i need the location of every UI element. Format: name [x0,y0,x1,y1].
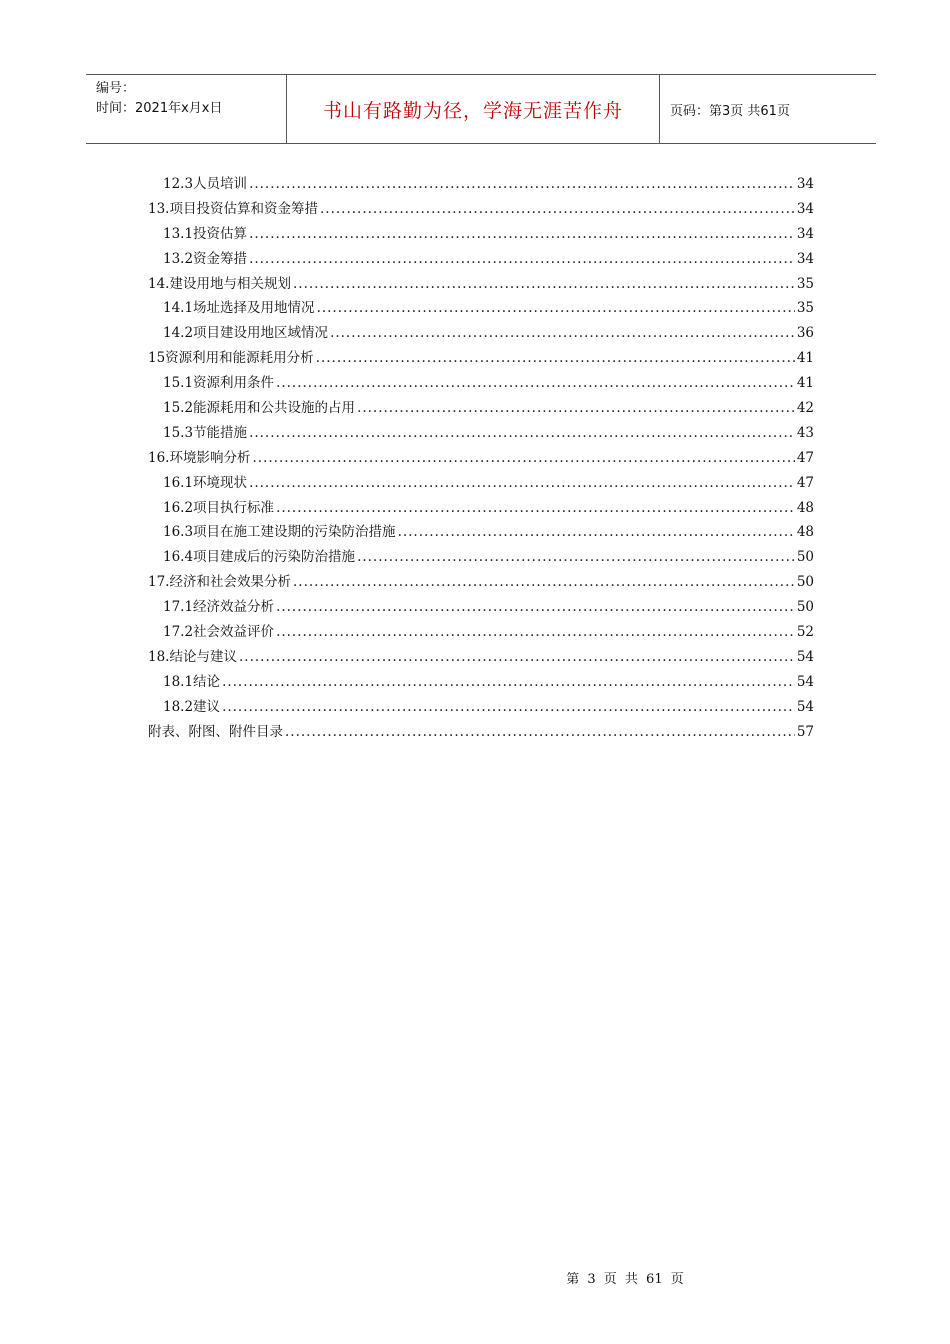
toc-entry-page: 35 [796,300,814,317]
toc-entry-title: 13.1投资估算 [163,225,248,242]
toc-leader-dots [276,599,795,615]
toc-entry-page: 41 [796,350,814,367]
toc-entry[interactable] [148,545,814,570]
toc-entry[interactable] [148,172,814,197]
header-page-info: 页码：第3页 共61页 [670,103,790,119]
toc-leader-dots [249,226,795,242]
toc-leader-dots [222,674,795,690]
toc-entry[interactable] [148,670,814,695]
toc-leader-dots [293,276,795,292]
toc-leader-dots [317,300,795,316]
toc-entry-page: 41 [796,375,814,392]
toc-entry-title: 18.1结论 [163,673,221,690]
toc-entry-title: 17.2社会效益评价 [163,624,275,641]
toc-leader-dots [239,649,795,665]
toc-entry-page: 50 [796,599,814,616]
table-of-contents [148,172,814,744]
toc-entry-title: 15.2能源耗用和公共设施的占用 [163,400,356,417]
toc-entry-page: 48 [796,524,814,541]
toc-entry[interactable] [148,520,814,545]
toc-entry-title: 附表、附图、附件目录 [148,723,283,740]
toc-entry-page: 54 [796,698,814,715]
toc-entry[interactable] [148,321,814,346]
toc-entry-title: 18.结论与建议 [148,648,237,665]
toc-leader-dots [276,624,795,640]
toc-entry[interactable] [148,446,814,471]
toc-entry[interactable] [148,471,814,496]
toc-entry-page: 54 [796,673,814,690]
header-meta [86,75,287,143]
toc-entry[interactable] [148,595,814,620]
toc-entry[interactable] [148,645,814,670]
toc-entry-title: 18.2建议 [163,698,221,715]
toc-leader-dots [276,375,795,391]
toc-entry-page: 50 [796,574,814,591]
toc-entry-page: 52 [796,624,814,641]
toc-entry-page: 50 [796,549,814,566]
toc-entry-title: 12.3人员培训 [163,176,248,192]
toc-entry-title: 17.经济和社会效果分析 [148,574,291,591]
toc-entry-page: 47 [796,474,814,491]
toc-entry-page: 57 [796,723,814,740]
page-header [86,74,876,144]
toc-entry[interactable] [148,247,814,272]
toc-entry-page: 48 [796,499,814,516]
toc-entry-title: 14.建设用地与相关规划 [148,275,291,292]
toc-entry[interactable] [148,421,814,446]
toc-entry-title: 16.1环境现状 [163,474,248,491]
toc-entry-title: 14.1场址选择及用地情况 [163,300,315,317]
toc-entry-page: 34 [796,225,814,242]
toc-leader-dots [249,475,795,491]
toc-entry[interactable] [148,197,814,222]
toc-entry[interactable] [148,272,814,297]
toc-entry[interactable] [148,346,814,371]
toc-leader-dots [285,724,795,740]
toc-entry-page: 42 [796,400,814,417]
toc-leader-dots [357,549,795,565]
toc-entry[interactable] [148,570,814,595]
toc-entry-title: 13.项目投资估算和资金筹措 [148,200,318,217]
toc-entry[interactable] [148,720,814,745]
toc-entry-page: 34 [796,200,814,217]
toc-entry-page: 54 [796,648,814,665]
toc-entry[interactable] [148,222,814,247]
toc-leader-dots [252,450,794,466]
toc-entry-title: 13.2资金筹措 [163,250,248,267]
toc-entry-title: 16.3项目在施工建设期的污染防治措施 [163,524,396,541]
toc-leader-dots [249,425,795,441]
toc-entry[interactable] [148,371,814,396]
toc-leader-dots [330,325,795,341]
toc-entry-page: 35 [796,275,814,292]
toc-leader-dots [276,500,795,516]
toc-entry[interactable] [148,620,814,645]
toc-entry-page: 34 [796,176,814,192]
toc-entry-page: 34 [796,250,814,267]
toc-leader-dots [357,400,795,416]
header-motto: 书山有路勤为径，学海无涯苦作舟 [287,75,660,143]
toc-entry-title: 16.环境影响分析 [148,449,251,466]
toc-entry[interactable] [148,396,814,421]
page-footer: 第 3 页 共 61 页 [566,1272,684,1287]
toc-leader-dots [316,350,795,366]
toc-entry-page: 47 [796,449,814,466]
toc-entry-title: 16.4项目建成后的污染防治措施 [163,549,356,566]
toc-entry-title: 15.1资源利用条件 [163,375,275,392]
toc-entry-title: 14.2项目建设用地区域情况 [163,325,329,342]
toc-entry-title: 15.3节能措施 [163,424,248,441]
toc-leader-dots [293,574,795,590]
toc-leader-dots [398,524,795,540]
toc-entry[interactable] [148,695,814,720]
toc-leader-dots [249,176,795,192]
toc-entry-title: 16.2项目执行标准 [163,499,275,516]
toc-entry[interactable] [148,496,814,521]
toc-entry-title: 15资源利用和能源耗用分析 [148,350,314,367]
toc-entry-title: 17.1经济效益分析 [163,599,275,616]
toc-entry-page: 36 [796,325,814,342]
toc-leader-dots [222,699,795,715]
toc-entry-page: 43 [796,424,814,441]
toc-entry[interactable] [148,296,814,321]
document-number-label: 编号： [96,81,136,96]
toc-leader-dots [320,201,795,217]
toc-leader-dots [249,251,795,267]
document-time-label: 时间：2021年x月x日 [96,101,223,116]
